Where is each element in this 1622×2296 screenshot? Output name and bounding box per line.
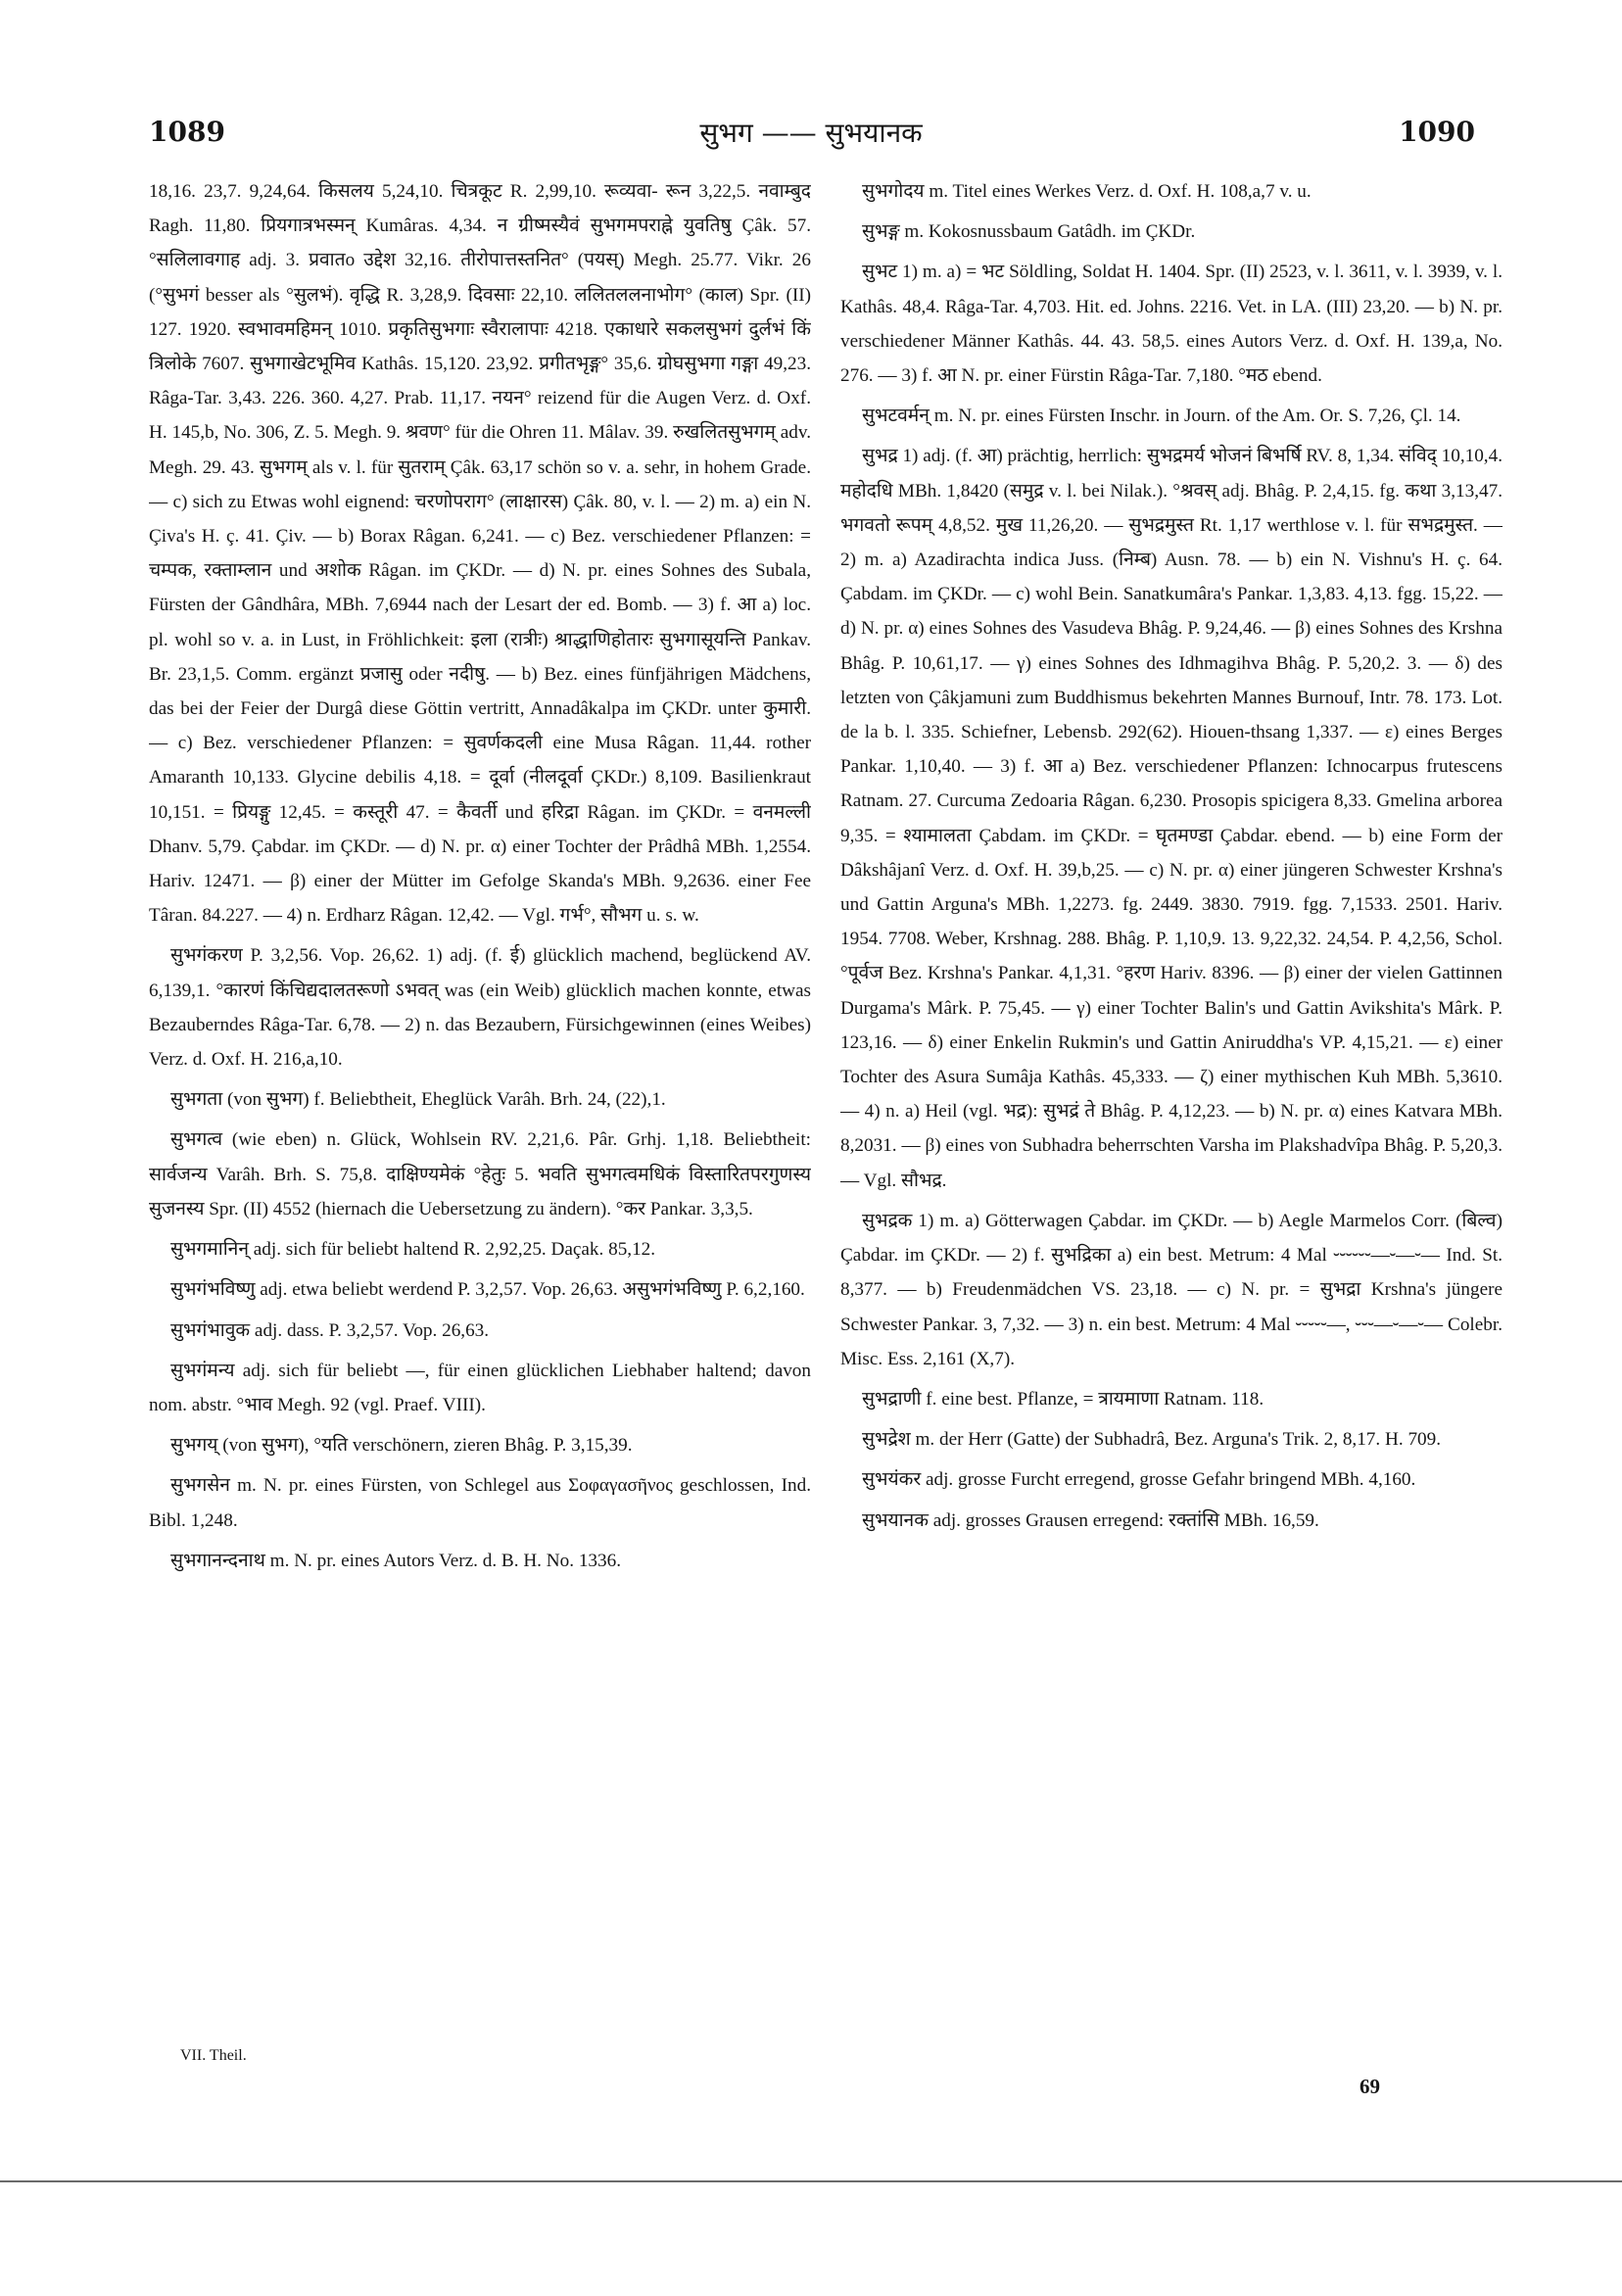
entry-subhagata: सुभगता (von सुभग) f. Beliebtheit, Eheglück Varâh. Brh. 24, (22),1. [170,1089,666,1111]
entry-subhagay: सुभगय् (von सुभग), °यति verschönern, zieren Bhâg. P. 3,15,39. [170,1435,633,1457]
running-head: सुभग —— सुभयानक [699,117,923,149]
left-column [149,174,811,2051]
entry-subhadraka: सुभद्रक 1) m. a) Götterwagen Çabdar. im ÇKDr. — b) Aegle Marmelos Corr. (बिल्व) Çabdar. im ÇKDr. — 2) f. सुभद्रिका a) ein best. Metrum: 4 Mal ⏑⏑⏑⏑⏑⏑—⏑—⏑— Ind. St. 8,377. — b) Freudenmädchen VS. 23,18. — c) N. pr. = सुभद्रा Krshna's jüngere Schwester Pankar. 3, 7,32. — 3) n. ein best. Metrum: 4 Mal ⏑⏑⏑⏑⏑—, ⏑⏑⏑—⏑—⏑— Colebr. Misc. Ess. 2,161 (X,7). [840,1210,1503,1369]
entry-subhayamkara: सुभयंकर adj. grosse Furcht erregend, grosse Gefahr bringend MBh. 4,160. [862,1469,1416,1491]
entry-subhata: सुभट 1) m. a) = भट Söldling, Soldat H. 1404. Spr. (II) 2523, v. l. 3611, v. l. 3939, v. l. Kathâs. 48,4. Râga-Tar. 4,703. Hit. ed. Johns. 2216. Vet. in LA. (III) 23,20. — b) N. pr. verschiedener Männer Kathâs. 44. 43. 58,5. eines Autors Verz. d. Oxf. H. 139,a, No. 276. — 3) f. आ N. pr. einer Fürstin Râga-Tar. 7,180. °मठ ebend. [840,262,1503,387]
page-number-left: 1089 [149,116,225,148]
volume-note: VII. Theil. [180,2047,247,2064]
entry-subhagamkarana: सुभगंकरण P. 3,2,56. Vop. 26,62. 1) adj. (f. ई) glücklich machend, beglückend AV. 6,139,1. °कारणं किंचिद्यदालतरूणो ऽभवत् was (ein Weib) glücklich machen konnte, etwas Bezauberndes Râga-Tar. 6,78. — 2) n. das Bezaubern, Fürsichgewinnen (eines Weibes) Verz. d. Oxf. H. 216,a,10. [149,945,811,1071]
bottom-rule [0,2180,1622,2182]
entry-subhadrani: सुभद्राणी f. eine best. Pflanze, = त्रायमाणा Ratnam. 118. [862,1388,1264,1410]
entry-subhagamanin: सुभगमानिन् adj. sich für beliebt haltend R. 2,92,25. Daçak. 85,12. [170,1239,656,1261]
entry-subhagasena: सुभगसेन m. N. pr. eines Fürsten, von Schlegel aus Σοφαγασῆνος geschlossen, Ind. Bibl. 1,248. [149,1475,811,1531]
entry-subhaganandanatha: सुभगानन्दनाथ m. N. pr. eines Autors Verz. d. B. H. No. 1336. [170,1550,621,1571]
entry-subhagambhavishnu: सुभगंभविष्णु adj. etwa beliebt werdend P. 3,2,57. Vop. 26,63. असुभगंभविष्णु P. 6,2,160. [170,1279,805,1301]
entry-subhagambhavuka: सुभगंभावुक adj. dass. P. 3,2,57. Vop. 26,63. [170,1319,490,1341]
page-number-right: 1090 [1399,116,1475,148]
entry-subhagammanya: सुभगंमन्य adj. sich für beliebt —, für einen glücklichen Liebhaber haltend; davon nom. abstr. °भाव Megh. 92 (vgl. Praef. VIII). [149,1360,811,1415]
entry-subhagatva: सुभगत्व (wie eben) n. Glück, Wohlsein RV. 2,21,6. Pâr. Grhj. 1,18. Beliebtheit: सार्वजन्य Varâh. Brh. S. 75,8. दाक्षिण्यमेकं °हेतुः 5. भवति सुभगत्वमधिकं विस्तारितपरगुणस्य सुजनस्य Spr. (II) 4552 (hiernach die Uebersetzung zu ändern). °कर Pankar. 3,3,5. [149,1129,811,1220]
entry-continuation: 18,16. 23,7. 9,24,64. किसलय 5,24,10. चित्रकूट R. 2,99,10. रूव्यवा- रून 3,22,5. नवाम्बुद Ragh. 11,80. प्रियगात्रभस्मन् Kumâras. 4,34. न ग्रीष्मस्यैवं सुभगमपराह्ने युवतिषु Çâk. 57. °सलिलावगाह adj. 3. प्रवातo उद्देश 32,16. तीरोपात्तस्तनित° (पयस्) Megh. 25.77. Vikr. 26 (°सुभगं besser als °सुलभं). वृद्धि R. 3,28,9. दिवसाः 22,10. ललितललनाभोग° (काल) Spr. (II) 127. 1920. स्वभावमहिमन् 1010. प्रकृतिसुभगाः स्वैरालापाः 4218. एकाधारे सकलसुभगं दुर्लभं किं त्रिलोके 7607. सुभगाखेटभूमिव Kathâs. 15,120. 23,92. प्रगीतभृङ्ग° 35,6. ग्रोघसुभगा गङ्गा 49,23. Râga-Tar. 3,43. 226. 360. 4,27. Prab. 11,17. नयन° reizend für die Augen Verz. d. Oxf. H. 145,b, No. 306, Z. 5. Megh. 9. श्रवण° für die Ohren 11. Mâlav. 39. रुखलितसुभगम् adv. Megh. 29. 43. सुभगम् als v. l. für सुतराम् Çâk. 63,17 schön so v. a. sehr, in hohem Grade. — c) sich zu Etwas wohl eignend: चरणोपराग° (लाक्षारस) Çâk. 80, v. l. — 2) m. a) ein N. Çiva's H. ç. 41. Çiv. — b) Borax Râgan. 6,241. — c) Bez. verschiedener Pflanzen: = चम्पक, रक्ताम्लान und अशोक Râgan. im ÇKDr. — d) N. pr. eines Sohnes des Subala, Fürsten der Gândhâra, MBh. 7,6944 nach der Lesart der ed. Bomb. — 3) f. आ a) loc. pl. wohl so v. a. in Lust, in Fröhlichkeit: इला (रात्रीः) श्राद्धाणिहोतारः सुभगासूयन्ति Pankav. Br. 23,1,5. Comm. ergänzt प्रजासु oder नदीषु. — b) Bez. eines fünfjährigen Mädchens, das bei der Feier der Durgâ diese Göttin vertritt, Annadâkalpa im ÇKDr. unter कुमारी. — c) Bez. verschiedener Pflanzen: = सुवर्णकदली eine Musa Râgan. 11,44. rother Amaranth 10,133. Glycine debilis 4,18. = दूर्वा (नीलदूर्वा ÇKDr.) 8,109. Basilienkraut 10,151. = प्रियङ्गु 12,45. = कस्तूरी 47. = कैवर्ती und हरिद्रा Râgan. im ÇKDr. = वनमल्ली Dhanv. 5,79. Çabdar. im ÇKDr. — d) N. pr. α) einer Tochter der Prâdhâ MBh. 1,2554. Hariv. 12471. — β) einer der Mütter im Gefolge Skanda's MBh. 9,2636. einer Fee Târan. 84.227. — 4) n. Erdharz Râgan. 12,42. — Vgl. गर्भ°, सौभग u. s. w. [149,181,811,927]
entry-subhadresha: सुभद्रेश m. der Herr (Gatte) der Subhadrâ, Bez. Arguna's Trik. 2, 8,17. H. 709. [862,1429,1442,1451]
entry-subhayanaka: सुभयानक adj. grosses Grausen erregend: रक्तांसि MBh. 16,59. [862,1509,1319,1531]
entry-subhadra: सुभद्र 1) adj. (f. आ) prächtig, herrlich: सुभद्रमर्य भोजनं बिभर्षि RV. 8, 1,34. संविद् 10,10,4. महोदधि MBh. 1,8420 (समुद्र v. l. bei Nilak.). °श्रवस् adj. Bhâg. P. 2,4,15. fg. कथा 3,13,47. भगवतो रूपम् 4,8,52. मुख 11,26,20. — सुभद्रमुस्त Rt. 1,17 werthlose v. l. für सभद्रमुस्त. — 2) m. a) Azadirachta indica Juss. (निम्ब) Ausn. 78. — b) ein N. Vishnu's H. ç. 64. Çabdam. im ÇKDr. — c) wohl Bein. Sanatkumâra's Pankar. 1,3,83. 4,13. fgg. 15,22. — d) N. pr. α) eines Sohnes des Vasudeva Bhâg. P. 9,24,46. — β) eines Sohnes des Krshna Bhâg. P. 10,61,17. — γ) eines Sohnes des Idhmagihva Bhâg. P. 5,20,2. 3. — δ) des letzten von Çâkjamuni zum Buddhismus bekehrten Mannes Burnouf, Intr. 78. 173. Lot. de la b. l. 335. Schiefner, Lebensb. 292(62). Hiouen-thsang 1,337. — ε) eines Berges Pankar. 1,10,40. — 3) f. आ a) Bez. verschiedener Pflanzen: Ichnocarpus frutescens Ratnam. 27. Curcuma Zedoaria Râgan. 6,230. Prosopis spicigera 8,33. Gmelina arborea 9,35. = श्यामालता Çabdam. im ÇKDr. = घृतमण्डा Çabdar. ebend. — b) eine Form der Dâkshâjanî Verz. d. Oxf. H. 39,b,25. — c) N. pr. α) einer jüngeren Schwester Krshna's und Gattin Arguna's MBh. 1,2273. fg. 2449. 3830. 7919. fgg. 7,1533. 2501. Hariv. 1954. 7708. Weber, Krshnag. 288. Bhâg. P. 1,10,9. 13. 9,22,32. 24,54. P. 4,2,56, Schol. °पूर्वज Bez. Krshna's Pankar. 4,1,31. °हरण Hariv. 8396. — β) einer der vielen Gattinnen Durgama's Mârk. P. 75,45. — γ) einer Tochter Balin's und Gattin Avikshita's Mârk. P. 123,16. — δ) einer Enkelin Rukmin's und Gattin Aniruddha's VP. 4,15,21. — ε) einer Tochter des Asura Sumâja Kathâs. 45,333. — ζ) einer mythischen Kuh MBh. 5,3610. — 4) n. a) Heil (vgl. भद्र): सुभद्रं ते Bhâg. P. 4,12,23. — b) N. pr. α) eines Katvara MBh. 8,2031. — β) eines von Subhadra beherrschten Varsha im Plakshadvîpa Bhâg. P. 5,20,3. — Vgl. सौभद्र. [840,446,1503,1191]
signature-mark: 69 [1360,2075,1380,2098]
entry-subhanga: सुभङ्ग m. Kokosnussbaum Gatâdh. im ÇKDr. [862,221,1196,243]
right-column [840,174,1503,2051]
entry-subhagodaya: सुभगोदय m. Titel eines Werkes Verz. d. Oxf. H. 108,a,7 v. u. [862,181,1312,202]
entry-subhatavarman: सुभटवर्मन् m. N. pr. eines Fürsten Inschr. in Journ. of the Am. Or. S. 7,26, Çl. 14. [862,406,1461,427]
